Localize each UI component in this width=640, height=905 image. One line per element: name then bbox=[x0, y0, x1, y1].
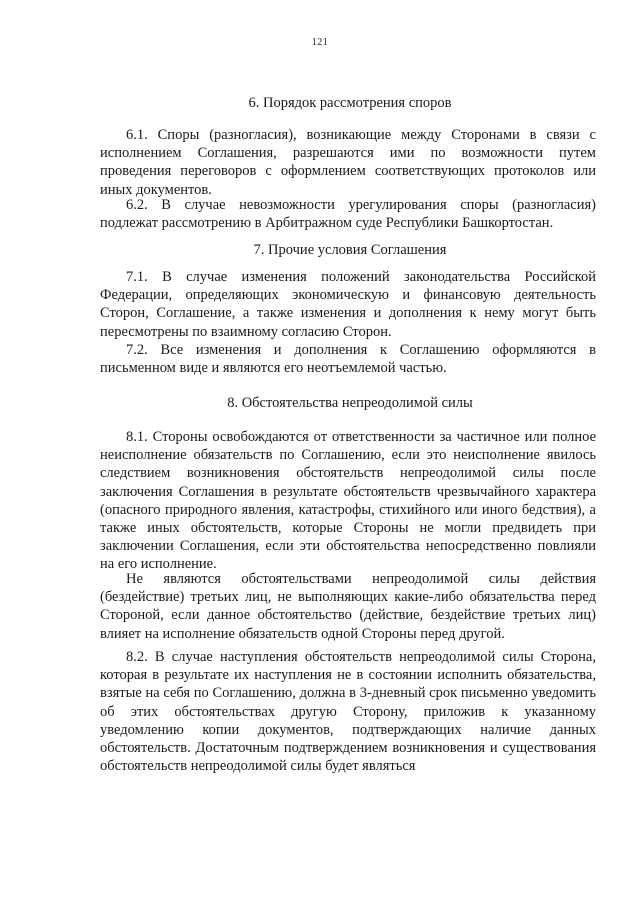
section-7-paragraph-1: 7.1. В случае изменения положений законодательства Российской Федерации, определяющих экономическую и финансовую деятельность Сторон, Соглашение, а также изменения и дополнения к нему могут быть пересмотрены по взаимному согласию Сторон. bbox=[100, 269, 596, 340]
page-number: 121 bbox=[311, 37, 329, 48]
section-6-paragraph-2: 6.2. В случае невозможности урегулирования споры (разногласия) подлежат рассмотрению в Арбитражном суде Республики Башкортостан. bbox=[100, 197, 596, 232]
section-6-paragraph-1: 6.1. Споры (разногласия), возникающие между Сторонами в связи с исполнением Соглашения, разрешаются ими по возможности путем проведения переговоров с оформлением соответствующих протоколов или иных документов. bbox=[100, 127, 596, 198]
section-8-paragraph-2: Не являются обстоятельствами непреодолимой силы действия (бездействие) третьих лиц, не выполняющих какие-либо обязательства перед Стороной, если данное обстоятельство (действие, бездействие третьих лиц) влияет на исполнение обязательств одной Стороны перед другой. bbox=[100, 571, 596, 642]
section-8-paragraph-3: 8.2. В случае наступления обстоятельств непреодолимой силы Сторона, которая в результате их наступления не в состоянии исполнить обязательства, взятые на себя по Соглашению, должна в 3-дневный срок письменно уведомить об этих обстоятельствах другую Сторону, приложив к указанному уведомлению копии документов, подтверждающих наличие данных обстоятельств. Достаточным подтверждением возникновения и существования обстоятельств непреодолимой силы будет являться bbox=[100, 649, 596, 775]
section-7-heading: 7. Прочие условия Соглашения bbox=[253, 242, 447, 258]
section-6-heading: 6. Порядок рассмотрения споров bbox=[248, 95, 452, 111]
section-8-heading: 8. Обстоятельства непреодолимой силы bbox=[227, 395, 473, 411]
section-7-paragraph-2: 7.2. Все изменения и дополнения к Соглашению оформляются в письменном виде и являются его неотъемлемой частью. bbox=[100, 342, 596, 377]
section-8-paragraph-1: 8.1. Стороны освобождаются от ответственности за частичное или полное неисполнение обязательств по Соглашению, если это неисполнение явилось следствием возникновения обстоятельств непреодолимой силы после заключения Соглашения в результате обстоятельств чрезвычайного характера (опасного природного явления, катастрофы, стихийного или иного бедствия), а также иных обстоятельств, которые Стороны не могли предвидеть при заключении Соглашения, если эти обстоятельства непосредственно повлияли на его исполнение. bbox=[100, 429, 596, 573]
